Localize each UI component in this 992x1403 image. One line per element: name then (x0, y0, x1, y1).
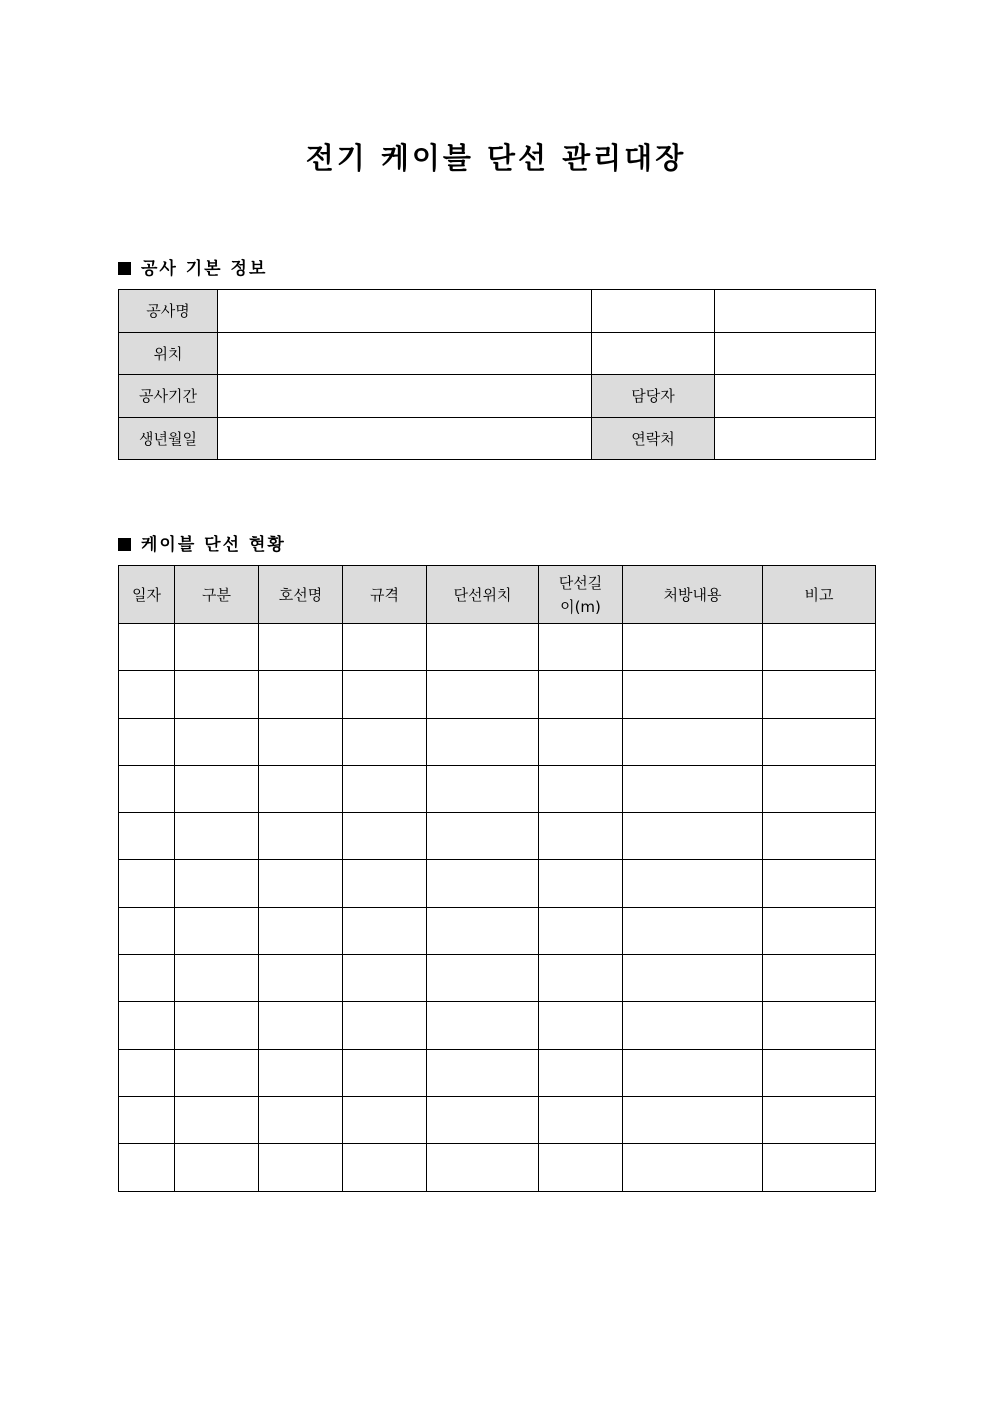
table-cell[interactable] (343, 955, 427, 1002)
location-field[interactable] (218, 332, 592, 375)
square-bullet-icon (118, 262, 131, 275)
table-cell[interactable] (623, 813, 763, 860)
table-cell[interactable] (343, 860, 427, 907)
table-row (119, 813, 876, 860)
table-cell[interactable] (427, 718, 539, 765)
table-cell[interactable] (623, 765, 763, 812)
table-cell[interactable] (175, 813, 259, 860)
contact-label: 연락처 (592, 417, 715, 460)
table-cell[interactable] (539, 765, 623, 812)
table-cell[interactable] (175, 860, 259, 907)
table-cell[interactable] (259, 1049, 343, 1096)
table-cell[interactable] (259, 718, 343, 765)
table-cell[interactable] (343, 624, 427, 671)
table-cell[interactable] (343, 813, 427, 860)
table-row (119, 624, 876, 671)
table-cell[interactable] (623, 1096, 763, 1143)
table-cell[interactable] (259, 907, 343, 954)
table-row (119, 1002, 876, 1049)
table-cell[interactable] (259, 1144, 343, 1191)
table-cell[interactable] (623, 907, 763, 954)
header-line-name: 호선명 (259, 566, 343, 624)
table-cell[interactable] (119, 955, 175, 1002)
blank-cell[interactable] (715, 332, 876, 375)
table-cell[interactable] (175, 907, 259, 954)
manager-label: 담당자 (592, 375, 715, 418)
table-cell[interactable] (343, 1049, 427, 1096)
table-row (119, 1049, 876, 1096)
table-cell[interactable] (175, 765, 259, 812)
table-row (119, 955, 876, 1002)
table-cell[interactable] (259, 1002, 343, 1049)
section-heading-basic-info (118, 254, 267, 279)
table-cell[interactable] (119, 860, 175, 907)
table-cell[interactable] (119, 624, 175, 671)
table-cell[interactable] (259, 765, 343, 812)
table-cell[interactable] (175, 1049, 259, 1096)
table-cell[interactable] (119, 1096, 175, 1143)
table-cell[interactable] (343, 907, 427, 954)
table-cell[interactable] (427, 907, 539, 954)
table-cell[interactable] (343, 1002, 427, 1049)
table-cell[interactable] (119, 1049, 175, 1096)
table-cell[interactable] (763, 1002, 876, 1049)
project-name-label: 공사명 (119, 290, 218, 333)
table-row (119, 417, 876, 460)
header-category: 구분 (175, 566, 259, 624)
table-cell[interactable] (763, 671, 876, 718)
basic-info-table (118, 289, 876, 460)
table-cell[interactable] (427, 1049, 539, 1096)
manager-field[interactable] (715, 375, 876, 418)
table-cell[interactable] (763, 907, 876, 954)
table-row (119, 375, 876, 418)
period-field[interactable] (218, 375, 592, 418)
table-cell[interactable] (259, 1096, 343, 1143)
table-cell[interactable] (119, 907, 175, 954)
table-cell[interactable] (539, 718, 623, 765)
table-cell[interactable] (763, 718, 876, 765)
page-title: 전기 케이블 단선 관리대장 (305, 141, 687, 175)
table-cell[interactable] (539, 907, 623, 954)
table-row (119, 290, 876, 333)
table-cell[interactable] (427, 765, 539, 812)
table-cell[interactable] (623, 718, 763, 765)
cable-status-table (118, 565, 876, 1192)
table-cell[interactable] (763, 1049, 876, 1096)
table-cell[interactable] (259, 860, 343, 907)
table-cell[interactable] (427, 624, 539, 671)
table-cell[interactable] (539, 1096, 623, 1143)
table-cell[interactable] (623, 1144, 763, 1191)
table-cell[interactable] (343, 1096, 427, 1143)
header-action: 처방내용 (623, 566, 763, 624)
table-body (119, 624, 876, 1192)
table-cell[interactable] (119, 1144, 175, 1191)
table-cell[interactable] (539, 813, 623, 860)
section-heading-label: 공사 기본 정보 (141, 259, 268, 279)
table-cell[interactable] (427, 1144, 539, 1191)
table-cell[interactable] (175, 1096, 259, 1143)
table-cell[interactable] (259, 671, 343, 718)
section-heading-status (118, 530, 286, 555)
period-label: 공사기간 (119, 375, 218, 418)
table-cell[interactable] (763, 765, 876, 812)
table-cell[interactable] (427, 671, 539, 718)
table-cell[interactable] (763, 1096, 876, 1143)
blank-cell[interactable] (592, 290, 715, 333)
blank-cell[interactable] (592, 332, 715, 375)
table-cell[interactable] (259, 813, 343, 860)
table-cell[interactable] (175, 671, 259, 718)
table-cell[interactable] (427, 955, 539, 1002)
table-row (119, 765, 876, 812)
table-cell[interactable] (539, 860, 623, 907)
location-label: 위치 (119, 332, 218, 375)
table-header-row (119, 566, 876, 624)
table-cell[interactable] (763, 860, 876, 907)
table-cell[interactable] (175, 718, 259, 765)
table-cell[interactable] (119, 718, 175, 765)
table-cell[interactable] (623, 955, 763, 1002)
table-cell[interactable] (119, 765, 175, 812)
header-remarks: 비고 (763, 566, 876, 624)
table-cell[interactable] (539, 671, 623, 718)
table-cell[interactable] (119, 671, 175, 718)
table-cell[interactable] (427, 860, 539, 907)
table-row (119, 718, 876, 765)
table-cell[interactable] (623, 671, 763, 718)
table-cell[interactable] (343, 1144, 427, 1191)
table-row (119, 671, 876, 718)
table-cell[interactable] (343, 671, 427, 718)
header-date: 일자 (119, 566, 175, 624)
table-row (119, 1096, 876, 1143)
table-cell[interactable] (623, 860, 763, 907)
table-cell[interactable] (539, 1049, 623, 1096)
table-cell[interactable] (343, 765, 427, 812)
header-break-location: 단선위치 (427, 566, 539, 624)
table-cell[interactable] (623, 1049, 763, 1096)
table-cell[interactable] (539, 955, 623, 1002)
header-break-length: 단선길이(m) (539, 566, 623, 624)
table-row (119, 860, 876, 907)
table-cell[interactable] (343, 718, 427, 765)
table-cell[interactable] (623, 624, 763, 671)
table-cell[interactable] (427, 813, 539, 860)
birthdate-label: 생년월일 (119, 417, 218, 460)
table-cell[interactable] (763, 624, 876, 671)
table-cell[interactable] (763, 955, 876, 1002)
table-cell[interactable] (427, 1002, 539, 1049)
project-name-field[interactable] (218, 290, 592, 333)
section-heading-label: 케이블 단선 현황 (141, 535, 286, 555)
table-cell[interactable] (175, 1144, 259, 1191)
table-cell[interactable] (539, 624, 623, 671)
table-cell[interactable] (763, 813, 876, 860)
table-cell[interactable] (259, 624, 343, 671)
table-cell[interactable] (175, 624, 259, 671)
table-cell[interactable] (539, 1002, 623, 1049)
table-cell[interactable] (623, 1002, 763, 1049)
contact-field[interactable] (715, 417, 876, 460)
square-bullet-icon (118, 538, 131, 551)
table-cell[interactable] (175, 1002, 259, 1049)
table-row (119, 332, 876, 375)
table-cell[interactable] (119, 813, 175, 860)
blank-cell[interactable] (715, 290, 876, 333)
table-row (119, 907, 876, 954)
table-row (119, 1144, 876, 1191)
table-cell[interactable] (763, 1144, 876, 1191)
table-cell[interactable] (119, 1002, 175, 1049)
header-spec: 규격 (343, 566, 427, 624)
table-cell[interactable] (539, 1144, 623, 1191)
table-cell[interactable] (259, 955, 343, 1002)
birthdate-field[interactable] (218, 417, 592, 460)
table-cell[interactable] (427, 1096, 539, 1143)
table-cell[interactable] (175, 955, 259, 1002)
